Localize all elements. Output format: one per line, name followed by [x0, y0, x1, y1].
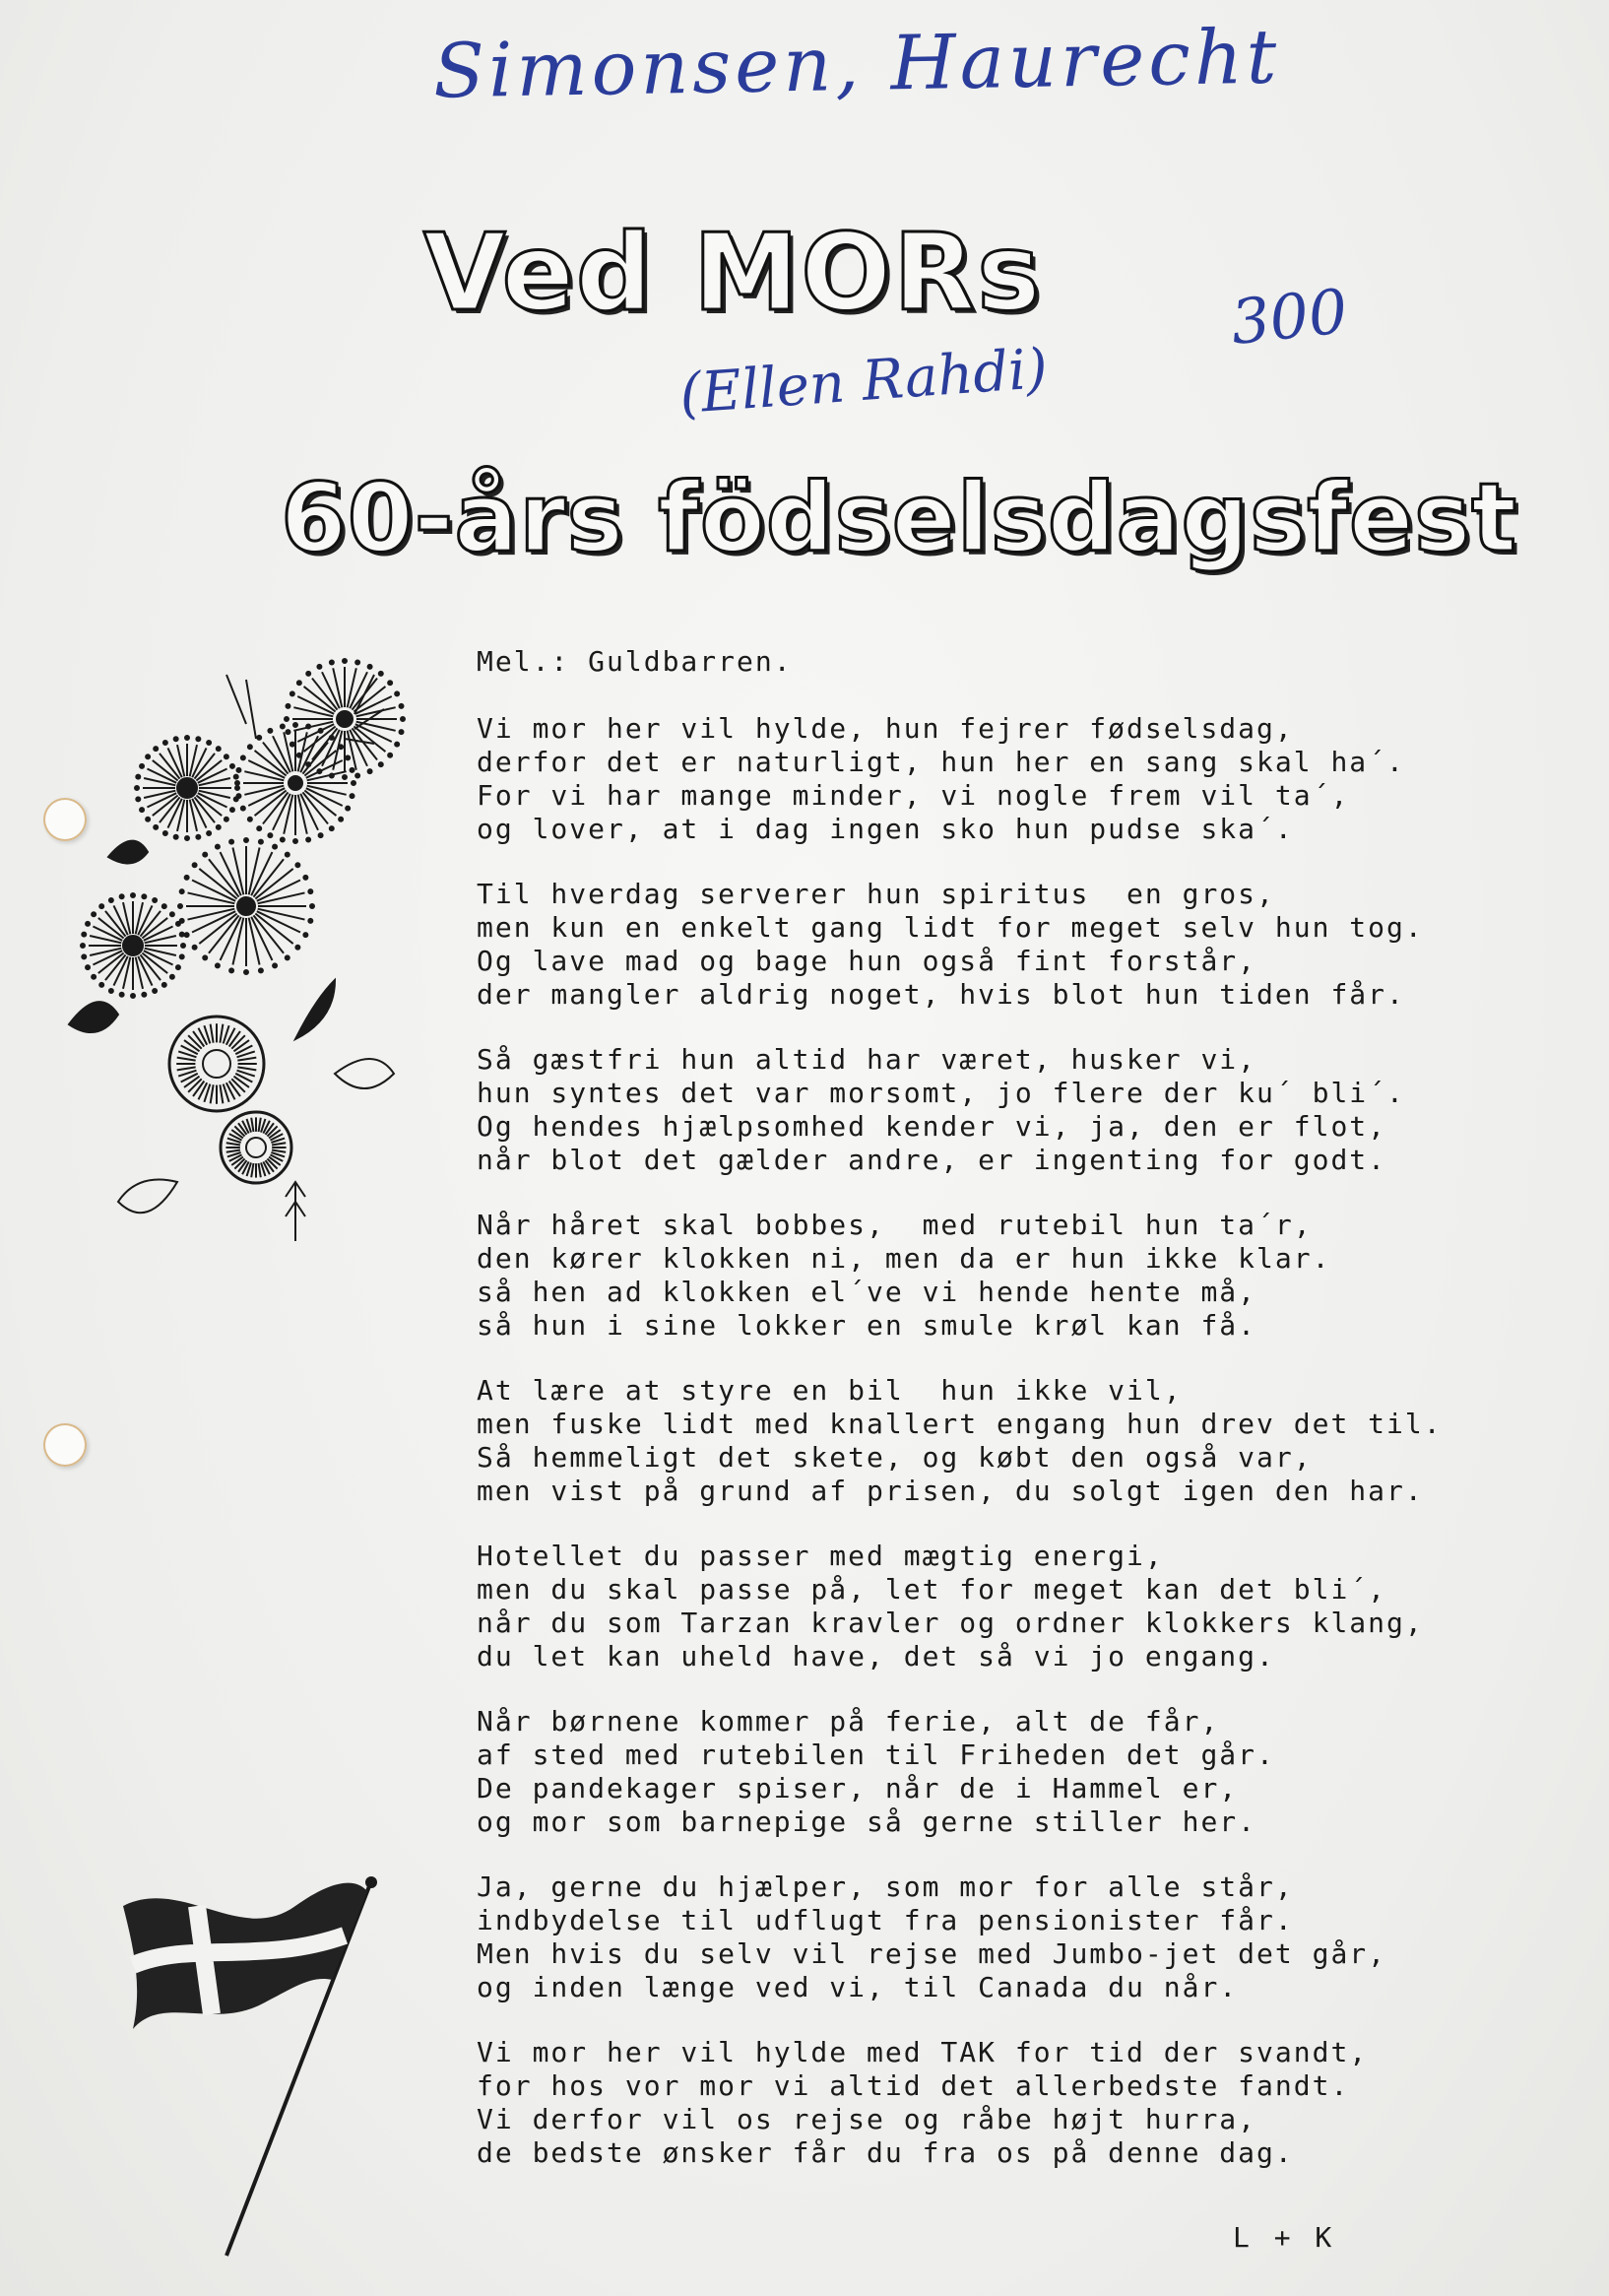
- poem-line: du let kan uheld have, det så vi jo engang.: [477, 1640, 1275, 1673]
- flower-dot: [203, 955, 207, 959]
- poem-line: der mangler aldrig noget, hvis blot hun tiden får.: [477, 978, 1405, 1011]
- poem-line: når blot det gælder andre, er ingenting for godt.: [477, 1144, 1387, 1176]
- flower-dot: [135, 786, 139, 790]
- flower-dot: [185, 736, 189, 740]
- flower-dot: [178, 904, 182, 908]
- poem-line: Hotellet du passer med mægtig energi,: [477, 1540, 1164, 1572]
- ring-ray: [229, 1081, 240, 1096]
- flower-illustration: [49, 650, 423, 1290]
- flower-dot: [203, 853, 207, 857]
- flower-dot: [395, 691, 399, 695]
- flower-dot: [343, 775, 347, 779]
- flower-dot: [196, 835, 200, 839]
- flower-dot: [306, 724, 310, 728]
- danish-flag-illustration: [123, 1867, 389, 2261]
- flower-dot: [248, 745, 252, 749]
- flower-dot: [131, 994, 135, 998]
- flower-dot: [92, 975, 96, 979]
- flower-dot: [146, 818, 150, 821]
- poem-line: derfor det er naturligt, hun her en sang skal ha´.: [477, 746, 1405, 778]
- flower-dot: [176, 922, 180, 926]
- stanza: [477, 1540, 1511, 1673]
- flower-dot: [343, 659, 347, 663]
- poem-line: Vi mor her vil hylde, hun fejrer fødselsdag,: [477, 712, 1294, 745]
- ring-ray: [193, 1031, 204, 1047]
- flower-dot: [230, 764, 234, 768]
- flower-dot: [346, 755, 350, 759]
- flower-dot: [290, 691, 294, 695]
- flower-dot: [281, 838, 285, 842]
- flower-ray: [244, 786, 284, 795]
- flower-dot: [81, 944, 85, 948]
- flower-ray: [307, 786, 347, 795]
- title-line-1: Ved MORs: [423, 212, 1043, 335]
- flower-ray: [298, 795, 307, 834]
- flower-dot: [185, 876, 189, 880]
- flower-dot: [131, 893, 135, 897]
- burst-flower: [81, 893, 185, 998]
- flower-dot: [401, 717, 405, 721]
- ring-ray: [229, 1031, 240, 1047]
- flower-dot: [295, 946, 299, 950]
- flower-dot: [306, 838, 310, 842]
- ring-ray: [226, 1143, 240, 1145]
- ring-ray: [177, 1067, 196, 1070]
- flower-dot: [351, 794, 354, 798]
- poem-line: hun syntes det var morsomt, jo flere der ku´ bli´.: [477, 1077, 1405, 1109]
- leaf: [118, 1180, 177, 1214]
- flower-dot: [207, 831, 211, 835]
- flower-dot: [236, 768, 240, 772]
- poem-line: Men hvis du selv vil rejse med Jumbo-jet det går,: [477, 1937, 1387, 1970]
- poem-line: men kun en enkelt gang lidt for meget selv hun tog.: [477, 911, 1424, 944]
- flower-dot: [235, 781, 239, 785]
- ring-ray: [259, 1118, 261, 1132]
- flower-dot: [234, 775, 238, 779]
- flower-dot: [82, 933, 86, 937]
- flower-dot: [273, 845, 277, 849]
- flower-dot: [268, 833, 272, 837]
- ring-ray: [231, 1035, 245, 1049]
- flower-dot: [146, 754, 150, 758]
- flower-dot: [388, 754, 392, 757]
- flower-dot: [136, 775, 140, 779]
- flower-dot: [330, 736, 334, 740]
- flower-dot: [163, 831, 167, 835]
- flower-dot: [193, 863, 197, 867]
- flower-dot: [136, 797, 140, 801]
- flower-dot: [180, 933, 184, 937]
- title-line-2: 60-års födselsdagsfest: [281, 463, 1518, 573]
- flower-dot: [285, 717, 289, 721]
- flower-dot: [185, 933, 189, 937]
- ring-ray: [211, 1084, 214, 1103]
- flower-dot: [174, 835, 178, 839]
- stanza: [477, 1043, 1511, 1177]
- leaf: [295, 980, 335, 1039]
- ring-ray: [193, 1081, 204, 1096]
- flower-dot: [216, 963, 220, 967]
- flower-dot: [236, 794, 240, 798]
- flower-dot: [244, 970, 248, 974]
- flower-dot: [297, 681, 301, 685]
- flower-dot: [259, 840, 263, 844]
- flower-ray: [244, 771, 284, 780]
- flower-dot: [303, 876, 307, 880]
- flower-dot: [352, 781, 355, 785]
- poem-line: så hun i sine lokker en smule krøl kan få.: [477, 1309, 1257, 1342]
- poem-line: og lover, at i dag ingen sko hun pudse ska´.: [477, 813, 1294, 845]
- flower-dot: [120, 993, 124, 997]
- ring-ray: [237, 1058, 256, 1061]
- flower-dot: [400, 704, 404, 708]
- flower-dot: [140, 764, 144, 768]
- flower-dot: [86, 965, 90, 969]
- poem-line: indbydelse til udflugt fra pensionister får.: [477, 1904, 1294, 1936]
- flower-dot: [120, 894, 124, 898]
- stanza: [477, 878, 1511, 1012]
- flower-dot: [330, 660, 334, 664]
- flower-dot: [388, 681, 392, 685]
- poem-line: Når børnene kommer på ferie, alt de får,: [477, 1705, 1220, 1738]
- flower-dot: [162, 983, 166, 987]
- ring-ray: [177, 1058, 196, 1061]
- flower-dot: [248, 818, 252, 821]
- ring-ray: [188, 1079, 202, 1092]
- flower-dot: [207, 741, 211, 745]
- flower-dot: [268, 729, 272, 733]
- flower-dot: [225, 754, 228, 758]
- poem-line: for hos vor mor vi altid det allerbedste fandt.: [477, 2069, 1350, 2102]
- flower-dot: [295, 863, 299, 867]
- burst-flower: [235, 723, 355, 843]
- flower-dot: [286, 704, 290, 708]
- flower-dot: [257, 736, 261, 740]
- poem-line: når du som Tarzan kravler og ordner klokkers klang,: [477, 1607, 1424, 1639]
- flower-dot: [308, 889, 312, 893]
- flower-dot: [86, 922, 90, 926]
- ring-ray: [251, 1118, 253, 1132]
- flower-dot: [229, 968, 233, 972]
- flower-ray: [298, 732, 307, 771]
- flower-dot: [196, 737, 200, 741]
- poem-line: de bedste ønsker får du fra os på denne dag.: [477, 2136, 1294, 2169]
- ring-ray: [272, 1150, 286, 1152]
- stanza: [477, 2036, 1511, 2170]
- flower-dot: [180, 889, 184, 893]
- handwritten-price: 300: [1227, 275, 1351, 359]
- flower-dot: [241, 807, 245, 811]
- flower-ray: [307, 771, 347, 780]
- flower-dot: [109, 989, 113, 993]
- poem-line: Så gæstfri hun altid har været, husker vi,: [477, 1043, 1257, 1076]
- stanza: [477, 1209, 1511, 1343]
- leaf: [69, 1002, 118, 1032]
- handwritten-name: Simonsen, Haurecht: [432, 12, 1281, 115]
- flower-dot: [400, 730, 404, 734]
- poem-line: men vist på grund af prisen, du solgt igen den har.: [477, 1475, 1424, 1507]
- ring-ray: [220, 1084, 223, 1103]
- flower-dot: [193, 946, 197, 950]
- poem-line: Til hverdag serverer hun spiritus en gros,: [477, 878, 1275, 910]
- flower-dot: [259, 968, 263, 972]
- burst-flower: [178, 838, 314, 974]
- poem-line: den kører klokken ni, men da er hun ikke klar.: [477, 1242, 1331, 1275]
- ring-ray: [211, 1024, 214, 1043]
- flower-dot: [154, 825, 158, 829]
- poem-line: De pandekager spiser, når de i Hammel er,: [477, 1772, 1239, 1804]
- poem-line: Vi derfor vil os rejse og råbe højt hurra,: [477, 2103, 1257, 2135]
- poem-line: For vi har mange minder, vi nogle frem vil ta´,: [477, 779, 1350, 812]
- stanza: [477, 1705, 1511, 1839]
- flower-dot: [92, 912, 96, 916]
- leaf: [335, 1059, 394, 1088]
- poem-line: og inden længe ved vi, til Canada du når.: [477, 1971, 1239, 2003]
- flower-dot: [330, 826, 334, 830]
- flower-dot: [319, 729, 323, 733]
- flower-dot: [368, 665, 372, 669]
- ring-flower: [221, 1112, 291, 1183]
- flower-dot: [154, 747, 158, 751]
- stem: [286, 1182, 305, 1241]
- flower-dot: [176, 965, 180, 969]
- flower-dot: [308, 919, 312, 923]
- poem-line: så hen ad klokken el´ve vi hende hente må,: [477, 1276, 1257, 1308]
- flower-dot: [140, 808, 144, 812]
- flower-dot: [142, 993, 146, 997]
- flower-dot: [286, 730, 290, 734]
- burst-flower: [285, 659, 405, 779]
- ring-ray: [233, 1040, 249, 1051]
- flower-dot: [230, 808, 234, 812]
- flower-dot: [257, 826, 261, 830]
- flower-dot: [339, 745, 343, 749]
- flower-dot: [244, 838, 248, 842]
- flower-dot: [142, 894, 146, 898]
- poem-line: af sted med rutebilen til Friheden det går.: [477, 1738, 1275, 1771]
- ring-ray: [220, 1024, 223, 1043]
- ring-ray: [233, 1077, 249, 1087]
- flower-ray: [333, 668, 342, 707]
- flower-dot: [346, 807, 350, 811]
- flower-dot: [293, 723, 297, 727]
- poem-line: Så hemmeligt det skete, og købt den også var,: [477, 1441, 1313, 1474]
- flower-dot: [170, 912, 174, 916]
- flower-dot: [163, 741, 167, 745]
- flower-dot: [379, 762, 383, 766]
- flower-dot: [368, 769, 372, 773]
- flower-dot: [379, 672, 383, 676]
- poem-line: Vi mor her vil hylde med TAK for tid der svandt,: [477, 2036, 1369, 2068]
- flower-dot: [317, 665, 321, 669]
- ring-ray: [226, 1150, 240, 1152]
- punch-hole: [43, 1423, 87, 1467]
- flower-dot: [82, 954, 86, 958]
- stanza: [477, 1870, 1511, 2004]
- flower-ray: [284, 795, 292, 834]
- poem-line: Ja, gerne du hjælper, som mor for alle står,: [477, 1870, 1294, 1903]
- flower-dot: [225, 818, 228, 821]
- flower-dot: [153, 989, 157, 993]
- ring-ray: [272, 1143, 286, 1145]
- flower-dot: [241, 755, 245, 759]
- flower-dot: [181, 944, 185, 948]
- flower-dot: [273, 963, 277, 967]
- poem-line: Når håret skal bobbes, med rutebil hun ta´r,: [477, 1209, 1313, 1241]
- flower-ray: [348, 668, 356, 707]
- leaf: [108, 841, 148, 864]
- ring-ray: [231, 1079, 245, 1092]
- flower-dot: [286, 955, 290, 959]
- poem-line: men fuske lidt med knallert engang hun drev det til.: [477, 1408, 1443, 1440]
- ring-ray: [259, 1163, 261, 1177]
- poem-line: men du skal passe på, let for meget kan det bli´,: [477, 1573, 1387, 1606]
- flower-ray: [348, 731, 356, 770]
- flower-ray: [293, 722, 333, 731]
- flower-dot: [310, 904, 314, 908]
- flower-dot: [185, 836, 189, 840]
- flower-dot: [339, 818, 343, 821]
- stanza: [477, 712, 1511, 846]
- flower-dot: [162, 904, 166, 908]
- stanza: [477, 1374, 1511, 1508]
- ring-flower: [169, 1017, 264, 1111]
- poem-line: og mor som barnepige så gerne stiller her.: [477, 1805, 1257, 1838]
- flower-dot: [303, 933, 307, 937]
- flower-ray: [293, 707, 333, 716]
- flower-dot: [395, 743, 399, 747]
- flower-ray: [284, 732, 292, 771]
- signature: L + K: [1233, 2221, 1336, 2254]
- flower-dot: [229, 840, 233, 844]
- poem-line: Og lave mad og bage hun også fint forstår,: [477, 945, 1257, 977]
- ring-ray: [184, 1040, 200, 1051]
- flower-dot: [109, 898, 113, 902]
- ring-ray: [188, 1035, 202, 1049]
- flower-dot: [351, 768, 354, 772]
- ring-ray: [237, 1067, 256, 1070]
- burst-flower: [135, 736, 239, 840]
- flower-dot: [217, 747, 221, 751]
- poem-line: Og hendes hjælpsomhed kender vi, ja, den er flot,: [477, 1110, 1387, 1143]
- handwritten-ellen-note: (Ellen Rahdi): [677, 337, 1050, 426]
- flower-dot: [319, 833, 323, 837]
- flower-dot: [99, 904, 103, 908]
- flower-dot: [153, 898, 157, 902]
- flower-dot: [174, 737, 178, 741]
- flower-dot: [306, 672, 310, 676]
- flower-dot: [286, 853, 290, 857]
- flower-dot: [281, 724, 285, 728]
- flower-dot: [355, 774, 359, 778]
- ring-ray: [251, 1163, 253, 1177]
- flower-dot: [355, 660, 359, 664]
- flower-dot: [180, 954, 184, 958]
- poem-line: At lære at styre en bil hun ikke vil,: [477, 1374, 1183, 1407]
- flower-dot: [99, 983, 103, 987]
- flower-dot: [170, 975, 174, 979]
- flower-dot: [235, 786, 239, 790]
- flower-dot: [216, 845, 220, 849]
- ring-ray: [184, 1077, 200, 1087]
- flower-dot: [217, 825, 221, 829]
- flower-dot: [290, 743, 294, 747]
- melody-line: Mel.: Guldbarren.: [477, 645, 793, 678]
- flower-dot: [293, 839, 297, 843]
- poem: [477, 645, 1511, 2201]
